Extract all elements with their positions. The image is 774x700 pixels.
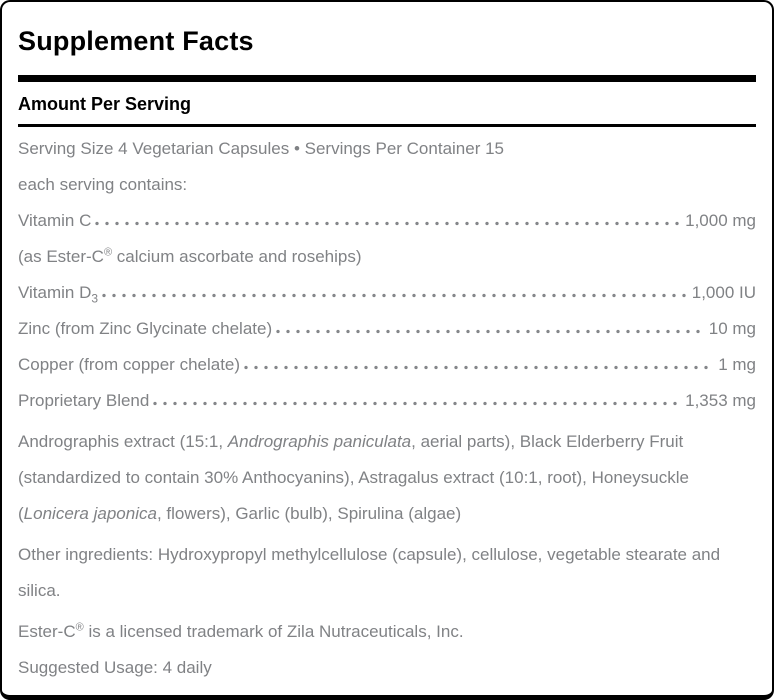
- line-label: [18, 247, 362, 266]
- amount-value: 10 mg: [708, 319, 756, 338]
- amount-value: 1,000 IU: [691, 283, 756, 302]
- vitamin-c-source-note: [18, 239, 756, 275]
- text-segment: Copper (from copper chelate): [18, 355, 241, 374]
- row-vitamin-d3: [18, 275, 756, 311]
- line-label: [18, 175, 187, 194]
- row-vitamin-c: [18, 203, 756, 239]
- amount-value: 1,000 mg: [685, 211, 756, 230]
- text-segment: is a licensed trademark of Zila Nutraceuticals, Inc.: [83, 622, 464, 641]
- dot-leader: [244, 365, 714, 370]
- text-segment: Lonicera japonica: [23, 504, 157, 523]
- row-proprietary-blend: [18, 383, 756, 419]
- dot-leader: [276, 329, 705, 334]
- text-segment: 3: [91, 291, 99, 306]
- text-segment: each serving contains:: [18, 175, 188, 194]
- text-segment: Zinc (from Zinc Glycinate chelate): [18, 319, 273, 338]
- line-label: [18, 622, 464, 641]
- line-label: [18, 275, 98, 311]
- dot-leader: [102, 293, 688, 298]
- ingredient-lines: [18, 131, 756, 686]
- amount-value: 1,353 mg: [685, 391, 756, 410]
- text-segment: Other ingredients: Hydroxypropyl methylcellulose (capsule), cellulose, vegetable stearate and silica.: [18, 545, 721, 600]
- text-segment: , flowers), Garlic (bulb), Spirulina (algae): [156, 504, 462, 523]
- trademark-note: [18, 614, 756, 650]
- text-segment: Ester-C: [18, 622, 76, 641]
- row-copper: [18, 347, 756, 383]
- line-label: [18, 432, 689, 523]
- each-serving-line: [18, 167, 756, 203]
- other-ingredients: [18, 537, 756, 609]
- thick-divider: [18, 75, 756, 82]
- proprietary-blend-details: [18, 424, 756, 532]
- text-segment: Andrographis extract (15:1,: [18, 432, 228, 451]
- amount-value: 1 mg: [718, 355, 756, 374]
- text-segment: Serving Size 4 Vegetarian Capsules • Servings Per Container 15: [18, 139, 505, 158]
- line-label: [18, 658, 212, 677]
- text-segment: (as Ester-C: [18, 247, 104, 266]
- text-segment: ®: [103, 246, 113, 259]
- text-segment: ®: [75, 621, 84, 634]
- panel-title: Supplement Facts: [18, 26, 254, 56]
- thin-divider: [18, 124, 756, 127]
- text-segment: Vitamin C: [18, 211, 92, 230]
- line-label: [18, 203, 91, 239]
- serving-size-line: [18, 131, 756, 167]
- text-segment: calcium ascorbate and rosehips): [112, 247, 362, 266]
- row-zinc: [18, 311, 756, 347]
- text-segment: Proprietary Blend: [18, 391, 150, 410]
- dot-leader: [95, 221, 681, 226]
- text-segment: Andrographis paniculata: [227, 432, 412, 451]
- text-segment: Vitamin D: [18, 283, 92, 302]
- line-label: [18, 311, 272, 347]
- text-segment: , aerial parts), Black Elderberry Fruit (standardized to contain 30% Anthocyanins), Astragalus extract (10:1, root), Honeysuckle (: [18, 432, 689, 523]
- line-label: [18, 347, 240, 383]
- dot-leader: [153, 401, 681, 406]
- line-label: [18, 383, 149, 419]
- text-segment: Suggested Usage: 4 daily: [18, 658, 212, 677]
- line-label: [18, 545, 720, 600]
- suggested-usage: [18, 650, 756, 686]
- line-label: [18, 139, 504, 158]
- amount-per-serving-header: Amount Per Serving: [18, 94, 192, 114]
